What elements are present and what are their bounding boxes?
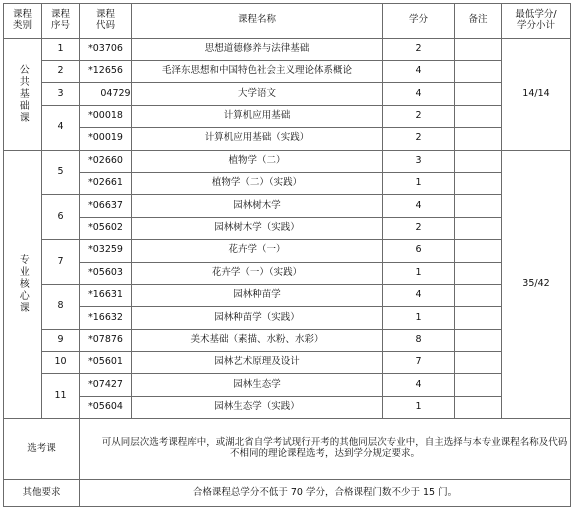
course-remark <box>455 396 502 418</box>
seq-cell: 5 <box>42 150 80 195</box>
course-remark <box>455 284 502 306</box>
course-remark <box>455 38 502 60</box>
course-credit: 4 <box>383 374 455 396</box>
course-credit: 2 <box>383 105 455 127</box>
table-row <box>4 240 571 262</box>
curriculum-table <box>3 3 571 507</box>
course-remark <box>455 105 502 127</box>
course-credit: 2 <box>383 128 455 150</box>
course-name: 植物学（二）（实践） <box>132 172 383 194</box>
course-name: 计算机应用基础 <box>132 105 383 127</box>
table-row <box>4 262 571 284</box>
table-row <box>4 105 571 127</box>
course-name: 毛泽东思想和中国特色社会主义理论体系概论 <box>132 61 383 83</box>
course-name: 思想道德修养与法律基础 <box>132 38 383 60</box>
elective-row <box>4 419 571 480</box>
course-code: *05604 <box>80 396 132 418</box>
seq-cell: 4 <box>42 105 80 150</box>
course-code: *00018 <box>80 105 132 127</box>
course-credit: 3 <box>383 150 455 172</box>
header-seq: 课程 序号 <box>42 4 80 39</box>
table-row <box>4 374 571 396</box>
seq-cell: 3 <box>42 83 80 105</box>
course-code: *02660 <box>80 150 132 172</box>
table-row <box>4 150 571 172</box>
course-remark <box>455 352 502 374</box>
course-remark <box>455 128 502 150</box>
course-code: *03259 <box>80 240 132 262</box>
course-name: 园林种苗学（实践） <box>132 307 383 329</box>
header-category: 课程 类别 <box>4 4 42 39</box>
course-name: 大学语文 <box>132 83 383 105</box>
seq-cell: 7 <box>42 240 80 285</box>
course-credit: 1 <box>383 307 455 329</box>
course-remark <box>455 83 502 105</box>
course-remark <box>455 262 502 284</box>
course-credit: 1 <box>383 262 455 284</box>
course-remark <box>455 172 502 194</box>
course-code: *02661 <box>80 172 132 194</box>
table-row <box>4 61 571 83</box>
elective-label: 选考课 <box>4 419 80 480</box>
course-code: *03706 <box>80 38 132 60</box>
course-remark <box>455 307 502 329</box>
course-credit: 8 <box>383 329 455 351</box>
course-name: 园林艺术原理及设计 <box>132 352 383 374</box>
course-credit: 4 <box>383 61 455 83</box>
course-name: 美术基础（素描、水粉、水彩） <box>132 329 383 351</box>
elective-text: 可从同层次选考课程库中，或湖北省自学考试现行开考的其他同层次专业中，自主选择与本专业课程名称及代码不相同的理论课程选考，达到学分规定要求。 <box>80 419 571 480</box>
header-min-credit: 最低学分/ 学分小计 <box>502 4 571 39</box>
course-remark <box>455 374 502 396</box>
category-cell: 专业核心课 <box>4 150 42 419</box>
table-row <box>4 217 571 239</box>
course-credit: 2 <box>383 38 455 60</box>
course-credit: 7 <box>383 352 455 374</box>
course-name: 园林生态学 <box>132 374 383 396</box>
course-code: *00019 <box>80 128 132 150</box>
course-remark <box>455 61 502 83</box>
header-remark: 备注 <box>455 4 502 39</box>
course-code: 04729 <box>80 83 132 105</box>
subtotal-cell: 35/42 <box>502 150 571 419</box>
course-name: 园林生态学（实践） <box>132 396 383 418</box>
seq-cell: 11 <box>42 374 80 419</box>
table-row <box>4 38 571 60</box>
course-code: *16631 <box>80 284 132 306</box>
course-remark <box>455 195 502 217</box>
course-credit: 4 <box>383 83 455 105</box>
course-name: 植物学（二） <box>132 150 383 172</box>
other-text: 合格课程总学分不低于 70 学分，合格课程门数不少于 15 门。 <box>80 480 571 507</box>
course-credit: 6 <box>383 240 455 262</box>
seq-cell: 6 <box>42 195 80 240</box>
course-credit: 1 <box>383 396 455 418</box>
course-credit: 2 <box>383 217 455 239</box>
subtotal-cell: 14/14 <box>502 38 571 150</box>
course-code: *06637 <box>80 195 132 217</box>
header-credit: 学分 <box>383 4 455 39</box>
table-row <box>4 352 571 374</box>
course-code: *05603 <box>80 262 132 284</box>
course-name: 计算机应用基础（实践） <box>132 128 383 150</box>
header-name: 课程名称 <box>132 4 383 39</box>
course-remark <box>455 240 502 262</box>
table-row <box>4 329 571 351</box>
seq-cell: 10 <box>42 352 80 374</box>
course-name: 园林种苗学 <box>132 284 383 306</box>
course-credit: 1 <box>383 172 455 194</box>
category-cell: 公共基础课 <box>4 38 42 150</box>
course-code: *07427 <box>80 374 132 396</box>
course-remark <box>455 329 502 351</box>
table-row <box>4 307 571 329</box>
course-name: 花卉学（一）（实践） <box>132 262 383 284</box>
course-credit: 4 <box>383 284 455 306</box>
table-row <box>4 396 571 418</box>
other-row <box>4 480 571 507</box>
table-row <box>4 128 571 150</box>
course-name: 园林树木学 <box>132 195 383 217</box>
seq-cell: 8 <box>42 284 80 329</box>
course-name: 花卉学（一） <box>132 240 383 262</box>
course-code: *05601 <box>80 352 132 374</box>
course-credit: 4 <box>383 195 455 217</box>
table-row <box>4 172 571 194</box>
course-code: *05602 <box>80 217 132 239</box>
course-remark <box>455 150 502 172</box>
other-label: 其他要求 <box>4 480 80 507</box>
course-remark <box>455 217 502 239</box>
course-name: 园林树木学（实践） <box>132 217 383 239</box>
seq-cell: 2 <box>42 61 80 83</box>
seq-cell: 9 <box>42 329 80 351</box>
table-row <box>4 195 571 217</box>
header-row <box>4 4 571 39</box>
table-row <box>4 284 571 306</box>
course-code: *07876 <box>80 329 132 351</box>
course-code: *16632 <box>80 307 132 329</box>
header-code: 课程 代码 <box>80 4 132 39</box>
course-code: *12656 <box>80 61 132 83</box>
table-row <box>4 83 571 105</box>
seq-cell: 1 <box>42 38 80 60</box>
